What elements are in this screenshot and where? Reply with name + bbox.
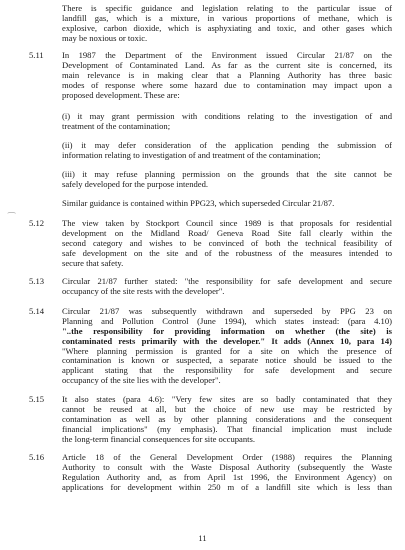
text-line: (iii) it may refuse planning permission on the grounds that the site cannot be: [62, 170, 392, 179]
section-5-11-item-ii: [62, 141, 392, 161]
section-5-11-paragraph-1: [62, 51, 392, 100]
section-number: 5.14: [29, 306, 45, 316]
margin-mark: ⁀: [8, 212, 16, 222]
text-line: occupancy of the site lies with the developer".: [62, 376, 221, 386]
text-line: contamination is known or suspected, a separate notice should be issued to the: [62, 356, 392, 366]
section-5-14-paragraph: [62, 307, 392, 386]
text-line: the long-term financial consequences for site occupants.: [62, 434, 256, 444]
section-number: 5.11: [29, 50, 44, 60]
text-line: explosive, carbon dioxide, which is asphyxiating and toxic, and other gases which: [62, 23, 392, 33]
text-line: Similar guidance is contained within PPG23, which superseded Circular 21/87.: [62, 199, 335, 208]
section-5-12-paragraph: [62, 219, 392, 268]
text-line: information relating to investigation of and treatment of the contamination;: [62, 150, 321, 160]
text-line: It also states (para 4.6): "Very few sites are so badly contaminated that they: [62, 395, 392, 404]
text-line: Article 18 of the General Development Order (1988) requires the Planning: [62, 453, 392, 462]
section-5-11-item-i: [62, 112, 392, 132]
text-line: The view taken by Stockport Council since 1989 is that proposals for residential: [62, 219, 392, 228]
text-line: (ii) it may defer consideration of the application pending the submission of: [62, 141, 392, 150]
text-line: Circular 21/87 was subsequently withdrawn and superseded by PPG 23 on: [62, 307, 392, 316]
section-5-11-note: [62, 199, 392, 209]
text-line: cannot be reused at all, but the choice of new use may be restricted by: [62, 404, 392, 414]
text-line: financial implications" (my emphasis). That financial implication must include: [62, 424, 392, 434]
text-line: second category and wishes to be convinced of both the technical feasibility of: [62, 238, 392, 248]
text-line: Regulation Authority and, as from April 1st 1996, the Environment Agency) on: [62, 472, 392, 482]
section-5-15-paragraph: [62, 395, 392, 444]
section-5-13-paragraph: [62, 277, 392, 297]
text-line: modes of response where some hazard due to contamination may impact upon a: [62, 80, 392, 90]
text-line: Planning and Pollution Control (June 1994), which states instead: (para 4.10): [62, 316, 392, 326]
text-line: main relevance is in making clear that a Planning Authority has three basic: [62, 70, 392, 80]
text-line: occupancy of the site rests with the developer".: [62, 286, 225, 296]
text-line: "Where planning permission is granted for a site on which the presence of: [62, 346, 392, 356]
text-line: safely developed for the purpose intended.: [62, 179, 209, 189]
section-number: 5.13: [29, 276, 45, 286]
text-line: safe development on the site and of the robustness of the measures intended to: [62, 248, 392, 258]
section-number: 5.16: [29, 452, 45, 462]
text-line: landfill gas, which is a mixture, in various proportions of methane, which is: [62, 13, 392, 23]
section-5-11-item-iii: [62, 170, 392, 190]
section-number: 5.15: [29, 394, 45, 404]
text-line: applications for development within 250 m of a landfill site which is less than: [62, 482, 392, 492]
text-line: Circular 21/87 further stated: "the responsibility for safe development and secure: [62, 277, 392, 286]
text-line: There is specific guidance and legislation relating to the particular issue of: [62, 4, 392, 13]
text-line: Authority to consult with the Waste Disposal Authority (subsequently the Waste: [62, 462, 392, 472]
text-line: "..the responsibility for providing information on whether (the site) is: [62, 326, 392, 336]
text-line: contaminated rests primarily with the developer." It adds (Annex 10, para 14): [62, 336, 392, 346]
section-5-16-paragraph: [62, 453, 392, 493]
text-line: development on the Midland Road/ Geneva Road Site fall clearly within the: [62, 228, 392, 238]
text-line: applicant stating that the responsibility for safe development and secure: [62, 366, 392, 376]
intro-paragraph: [62, 4, 392, 44]
text-line: Development of Contaminated Land. As far as the current site is concerned, its: [62, 60, 392, 70]
text-line: (i) it may grant permission with conditions relating to the investigation of and: [62, 112, 392, 121]
text-line: proposed development. These are:: [62, 90, 180, 100]
section-number: 5.12: [29, 218, 45, 228]
text-line: may be noxious or toxic.: [62, 33, 148, 43]
text-line: contamination as well as by other planning considerations and the consequent: [62, 414, 392, 424]
text-line: secure that safety.: [62, 258, 124, 268]
text-line: treatment of the contamination;: [62, 121, 171, 131]
text-line: In 1987 the Department of the Environment issued Circular 21/87 on the: [62, 51, 392, 60]
page-number: 11: [198, 533, 207, 543]
